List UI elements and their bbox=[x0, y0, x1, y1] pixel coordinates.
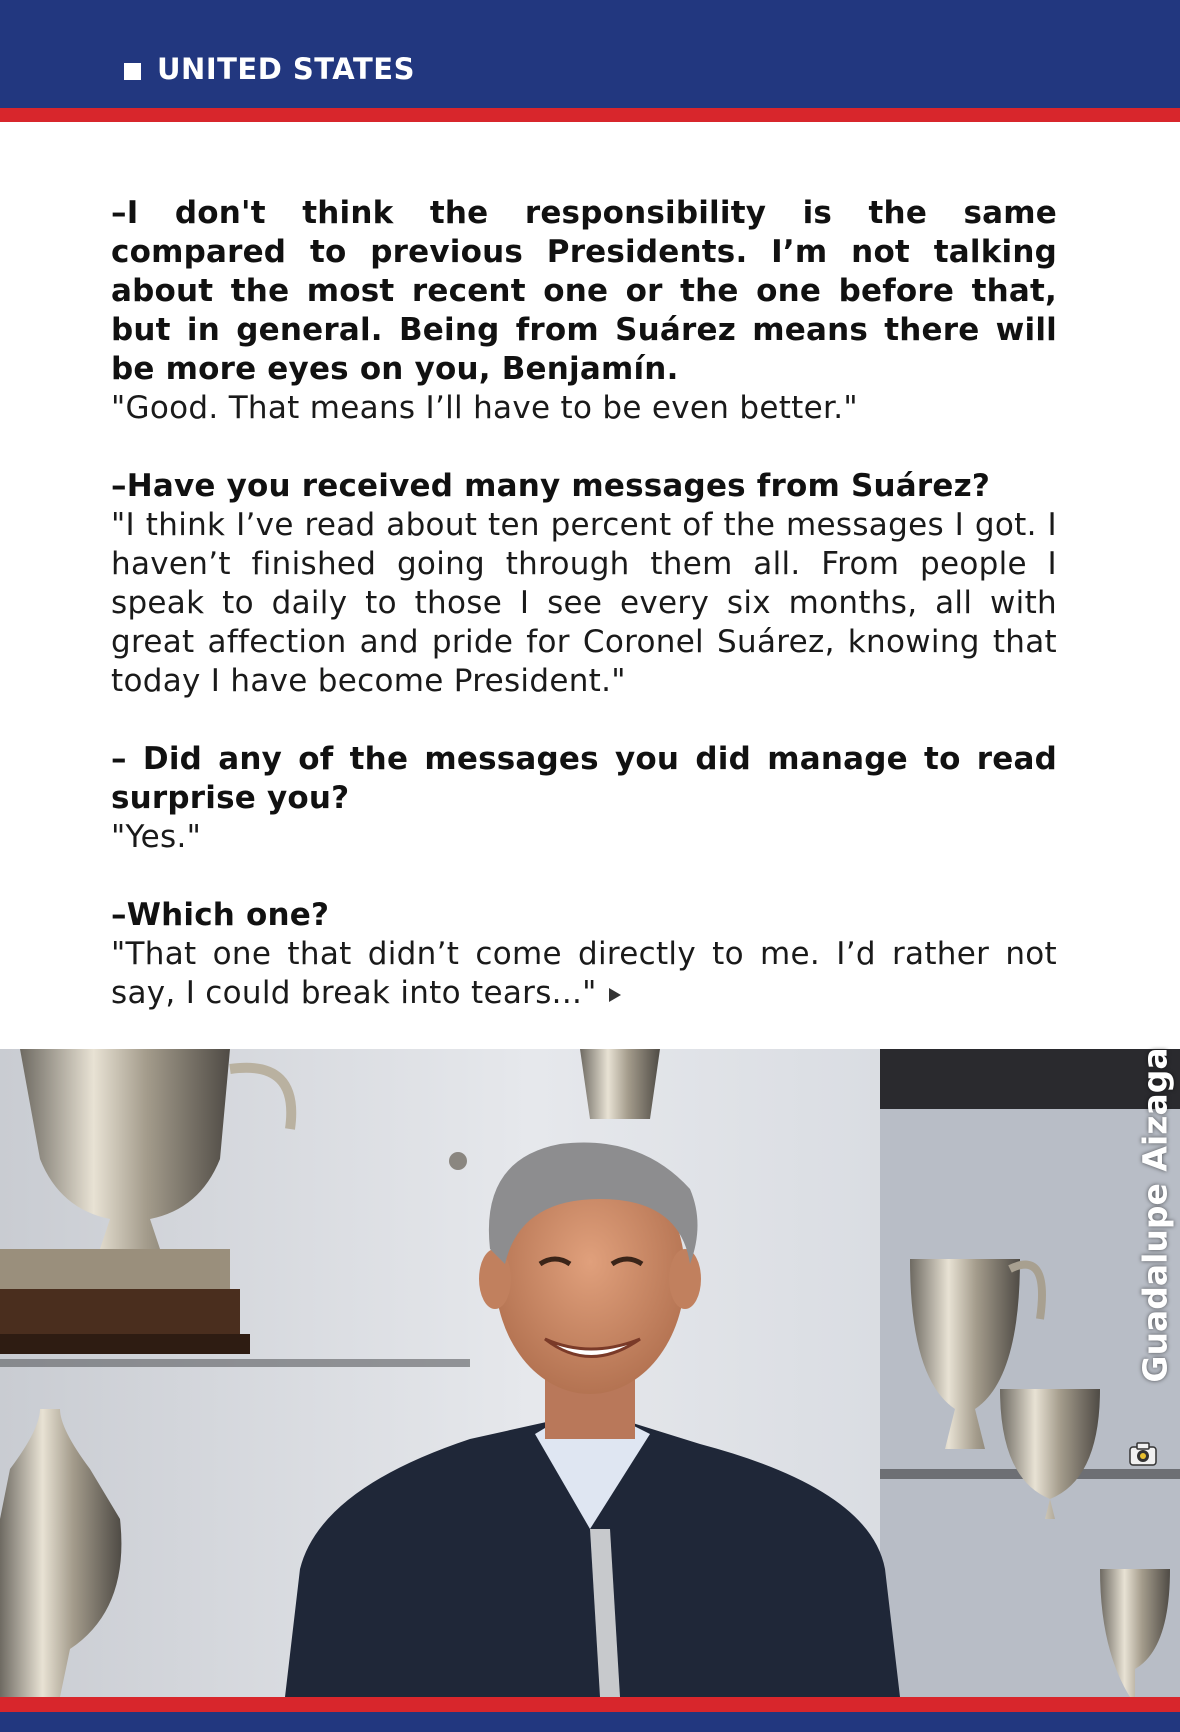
question: –Which one? bbox=[111, 897, 330, 933]
qa-block bbox=[111, 194, 1057, 428]
answer: "I think I’ve read about ten percent of the messages I got. I haven’t finished going through them all. From people I speak to daily to those I see every six months, all with great affection and pride for Coronel Suárez, knowing that today I have become President." bbox=[111, 507, 1057, 699]
header-red-stripe bbox=[0, 108, 1180, 122]
end-of-article-triangle-icon bbox=[609, 988, 621, 1002]
qa-block bbox=[111, 467, 1057, 701]
answer-with-end-mark bbox=[111, 935, 1057, 1013]
photo-credit: Guadalupe Aizaga bbox=[1135, 1047, 1175, 1383]
answer: "That one that didn’t come directly to me. I’d rather not say, I could break into tears..." bbox=[111, 936, 1057, 1011]
portrait-photo bbox=[0, 1049, 1180, 1697]
answer: "Yes." bbox=[111, 819, 202, 855]
footer-red-stripe bbox=[0, 1697, 1180, 1712]
question: –Have you received many messages from Suárez? bbox=[111, 468, 991, 504]
camera-icon bbox=[1128, 1440, 1158, 1468]
section-label: UNITED STATES bbox=[157, 52, 415, 86]
question: –I don't think the responsibility is the same compared to previous Presidents. I’m not talking about the most recent one or the one before that, but in general. Being from Suárez means there will be more eyes on you, Benjamín. bbox=[111, 195, 1057, 387]
qa-block bbox=[111, 740, 1057, 857]
footer-band bbox=[0, 1712, 1180, 1732]
portrait-illustration bbox=[0, 1049, 1180, 1697]
square-bullet-icon bbox=[124, 63, 141, 80]
question: – Did any of the messages you did manage to read surprise you? bbox=[111, 741, 1057, 816]
answer: "Good. That means I’ll have to be even better." bbox=[111, 390, 858, 426]
article-body bbox=[111, 194, 1057, 1052]
qa-block bbox=[111, 896, 1057, 1013]
